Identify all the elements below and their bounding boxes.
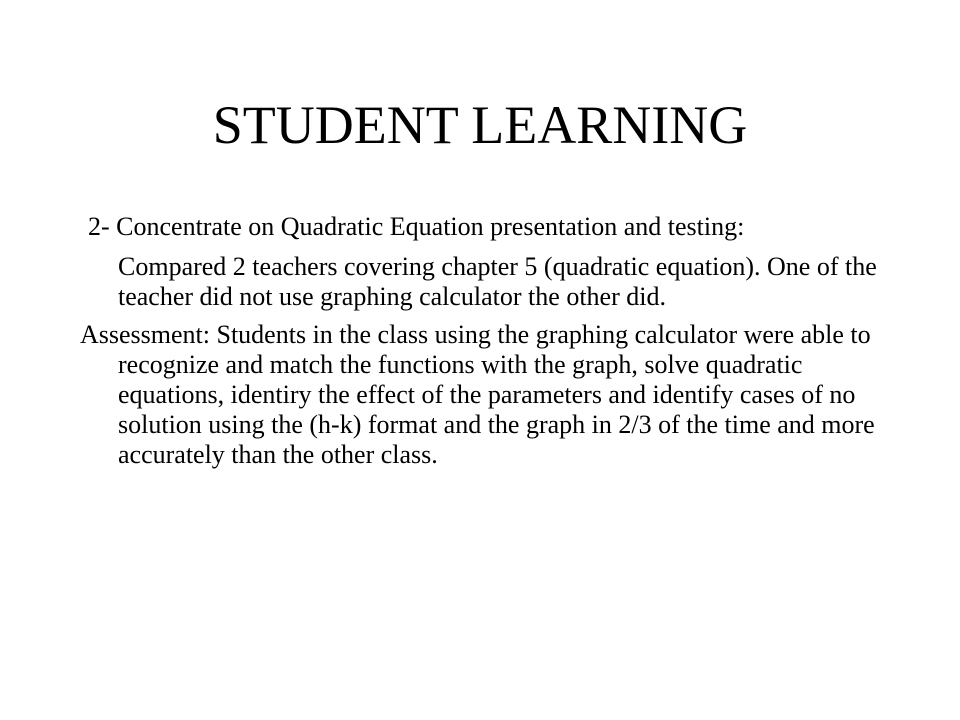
- slide-title: STUDENT LEARNING: [212, 95, 748, 155]
- slide-body: [80, 212, 880, 470]
- assessment-paragraph: Assessment: Students in the class using the graphing calculator were able to recognize and match the functions with the graph, solve quadratic equations, identiry the effect of the parameters and identify cases of no solution using the (h-k) format and the graph in 2/3 of the time and more accurately than the other class.: [80, 320, 875, 469]
- point-paragraph: 2- Concentrate on Quadratic Equation presentation and testing:: [88, 212, 745, 241]
- comparison-paragraph: Compared 2 teachers covering chapter 5 (quadratic equation). One of the teacher did not use graphing calculator the other did.: [118, 252, 877, 311]
